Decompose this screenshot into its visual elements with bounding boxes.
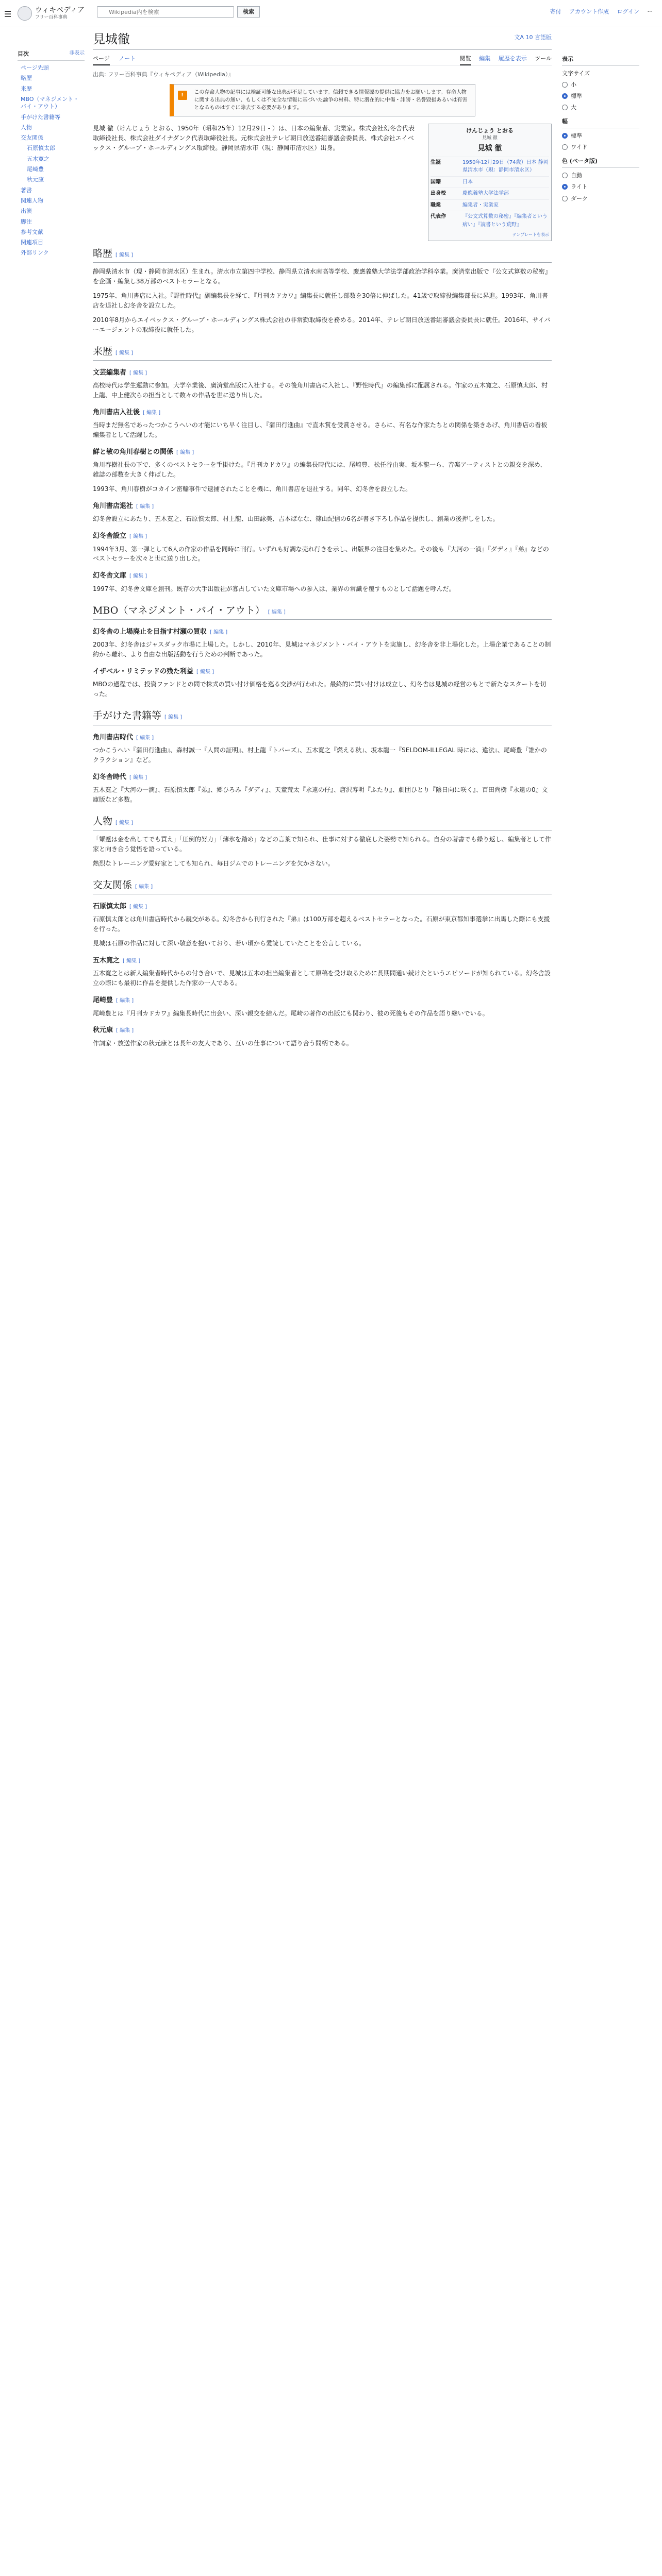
subsection-heading [93, 733, 552, 743]
edit-section-link[interactable]: [ 編集 ] [176, 450, 194, 456]
toc-list [18, 63, 85, 259]
paragraph: 当時まだ無名であったつかこうへいの才能にいち早く注目し、『蒲田行進曲』で直木賞を受賞させる。さらに、有名な作家たちとの関係を築きあげ、角川書店の看板編集者として活躍した。 [93, 421, 548, 439]
paragraph: 2010年8月からエイベックス・グループ・ホールディングス株式会社の非常勤取締役を務める。2014年、テレビ朝日放送番組審議会委員長に就任。2016年、サイバーエージェントの取締役に就任した。 [93, 316, 551, 333]
toc-item[interactable]: 参考文献 [21, 228, 43, 235]
paragraph: 尾崎豊とは『月刊カドカワ』編集長時代に出会い、深い親交を結んだ。尾崎の著作の出版にも関わり、彼の死後もその作品を語り継いでいる。 [93, 1009, 489, 1017]
width-option[interactable]: 標準 [562, 131, 639, 140]
toc-item[interactable]: 関連人物 [21, 197, 43, 204]
edit-section-link[interactable]: [ 編集 ] [135, 884, 153, 890]
heading-text: 角川書店時代 [93, 733, 134, 741]
heading-text: 人物 [93, 815, 113, 827]
toc-item[interactable]: 五木寛之 [27, 155, 49, 162]
heading-text: 幻冬舎設立 [93, 532, 127, 540]
tab-edit[interactable]: 編集 [479, 55, 491, 62]
toc-item[interactable]: 尾崎豊 [27, 166, 44, 173]
paragraph: 角川春樹社長の下で、多くのベストセラーを手掛けた。『月刊カドカワ』の編集長時代には、尾崎豊、松任谷由実、坂本龍一ら、音楽アーティストとの親交を深め、雑誌の部数を大きく伸ばした。 [93, 461, 547, 479]
heading-text: 尾崎豊 [93, 996, 113, 1005]
infobox-sub: 見城 徹 [482, 135, 498, 141]
section-heading [93, 878, 552, 894]
site-header [0, 0, 662, 26]
paragraph: 1997年、幻冬舎文庫を創刊。既存の大手出版社が寡占していた文庫市場への参入は、業界の常識を覆すものとして話題を呼んだ。 [93, 585, 455, 592]
subsection-heading [93, 408, 552, 418]
section-heading [93, 603, 552, 620]
header-links [544, 7, 653, 16]
paragraph: 熱烈なトレーニング愛好家としても知られ、毎日ジムでのトレーニングを欠かさない。 [93, 859, 334, 867]
subsection-heading [93, 956, 552, 966]
tab-talk[interactable]: ノート [119, 55, 136, 62]
paragraph: 石原慎太郎とは角川書店時代から親交がある。幻冬舎から刊行された『弟』は100万部を超えるベストセラーとなった。石原が東京都知事選挙に出馬した際にも支援を行った。 [93, 916, 550, 933]
toc-item[interactable]: 手がけた書籍等 [21, 113, 60, 121]
infobox-row [431, 157, 549, 176]
paragraph: 幻冬舎設立にあたり、五木寛之、石原慎太郎、村上龍、山田詠美、吉本ばなな、篠山紀信の6名が書き下ろし作品を提供し、創業の後押しをした。 [93, 515, 499, 523]
edit-section-link[interactable]: [ 編集 ] [129, 904, 147, 910]
edit-section-link[interactable]: [ 編集 ] [115, 252, 134, 258]
text-size-label: 文字サイズ [562, 70, 590, 77]
section-heading [93, 246, 552, 263]
page-tabs [93, 50, 552, 66]
logo-subtitle: フリー百科事典 [35, 15, 68, 20]
subsection-heading [93, 1025, 552, 1036]
paragraph: 「顰蹙は金を出してでも買え」「圧倒的努力」「薄氷を踏め」などの言葉で知られ、仕事に対する徹底した姿勢で知られる。自身の著書でも繰り返し、編集者として作家と向き合う覚悟を語っている。 [93, 836, 551, 853]
edit-section-link[interactable]: [ 編集 ] [129, 370, 147, 377]
toc-item[interactable]: 交友関係 [21, 134, 43, 142]
section-heading [93, 344, 552, 361]
paragraph: 作詞家・放送作家の秋元康とは長年の友人であり、互いの仕事について語り合う間柄である。 [93, 1039, 353, 1047]
edit-section-link[interactable]: [ 編集 ] [116, 1028, 134, 1034]
edit-section-link[interactable]: [ 編集 ] [129, 774, 147, 781]
template-link[interactable]: テンプレートを表示 [512, 232, 549, 238]
subsection-heading [93, 368, 552, 378]
edit-section-link[interactable]: [ 編集 ] [136, 504, 154, 510]
paragraph: 静岡県清水市（現・静岡市清水区）生まれ。清水市立第四中学校、静岡県立清水南高等学校、慶應義塾大学法学部政治学科卒業。廣済堂出版で『公文式算数の秘密』を企画・編集し38万部のベストセラーとなる。 [93, 268, 551, 285]
color-option[interactable]: ダーク [562, 194, 639, 203]
heading-text: 幻冬舎時代 [93, 773, 127, 781]
infobox-value: 1950年12月29日（74歳）日本 静岡県清水市（現：静岡市清水区） [462, 159, 549, 174]
toc-item[interactable]: 来歴 [21, 85, 32, 92]
toc-item[interactable]: ページ先頭 [21, 64, 49, 72]
subsection-heading [93, 995, 552, 1006]
edit-section-link[interactable]: [ 編集 ] [115, 350, 134, 356]
tab-history[interactable]: 履歴を表示 [498, 55, 527, 62]
heading-text: 手がけた書籍等 [93, 710, 162, 722]
infobox-name: 見城 徹 [477, 144, 502, 153]
subsection-heading [93, 627, 552, 637]
edit-section-link[interactable]: [ 編集 ] [123, 958, 141, 964]
heading-text: MBO（マネジメント・バイ・アウト） [93, 604, 265, 616]
from-line: 出典: フリー百科事典『ウィキペディア（Wikipedia）』 [93, 71, 234, 78]
edit-section-link[interactable]: [ 編集 ] [143, 410, 161, 416]
paragraph: 五木寛之『大河の一滴』、石原慎太郎『弟』、郷ひろみ『ダディ』、天童荒太『永遠の仔』、唐沢寿明『ふたり』、劇団ひとり『陰日向に咲く』、百田尚樹『永遠の0』文庫版など多数。 [93, 786, 548, 803]
subsection-heading [93, 447, 552, 457]
edit-section-link[interactable]: [ 編集 ] [129, 534, 147, 540]
infobox-value: 日本 [462, 179, 473, 185]
heading-text: 五木寛之 [93, 957, 120, 965]
hamburger-icon[interactable]: ☰ [4, 9, 12, 19]
infobox-reading: けんじょう とおる [466, 127, 514, 134]
notice-box [170, 84, 475, 116]
wikipedia-logo-icon[interactable] [18, 6, 32, 21]
edit-section-link[interactable]: [ 編集 ] [210, 629, 228, 635]
heading-text: イザベル・リミテッドの残た利益 [93, 668, 194, 676]
paragraph: 高校時代は学生運動に参加。大学卒業後、廣済堂出版に入社する。その後角川書店に入社し、『野性時代』の編集部に配属される。作家の五木寛之、石原慎太郎、村上龍、中上健次らの担当として数々の作品を世に送り出した。 [93, 382, 548, 399]
article-body [93, 124, 552, 1048]
toc-item[interactable]: 秋元康 [27, 176, 44, 183]
heading-text: 文芸編集者 [93, 369, 127, 377]
width-option[interactable]: ワイド [562, 143, 639, 151]
heading-text: 石原慎太郎 [93, 903, 127, 911]
color-label: 色 (ベータ版) [562, 157, 639, 168]
toc-item[interactable]: 脚注 [21, 218, 32, 225]
toc-item[interactable]: 人物 [21, 124, 32, 131]
infobox-row [431, 188, 549, 199]
subsection-heading [93, 571, 552, 581]
toc-item[interactable]: 石原慎太郎 [27, 145, 55, 152]
infobox-value: 『公文式算数の秘密』『編集者という病い』『読書という荒野』 [462, 214, 548, 228]
paragraph: 2003年、幻冬舎はジャスダック市場に上場した。しかし、2010年、見城はマネジメント・バイ・アウトを実施し、幻冬舎を非上場化した。上場企業であることの制約から離れ、より自由な出版活動を行うための判断であった。 [93, 641, 551, 658]
heading-text: 秋元康 [93, 1026, 113, 1035]
section-heading [93, 708, 552, 725]
paragraph: 見城は石原の作品に対して深い敬意を抱いており、若い頃から愛読していたことを公言している。 [93, 940, 366, 947]
tab-page[interactable]: ページ [93, 55, 110, 65]
subsection-heading [93, 531, 552, 541]
login-link[interactable]: ログイン [617, 8, 639, 15]
subsection-heading [93, 501, 552, 512]
heading-text: 幻冬舎の上場廃止を目指す村瀬の買収 [93, 628, 207, 636]
create-account-link[interactable]: アカウント作成 [569, 8, 609, 15]
edit-section-link[interactable]: [ 編集 ] [129, 573, 147, 580]
toc-item[interactable]: 著書 [21, 187, 32, 194]
text-size-option[interactable]: 小 [562, 80, 639, 89]
toc-item[interactable]: 略歴 [21, 75, 32, 82]
logo-title[interactable]: ウィキペディア [35, 6, 85, 14]
paragraph: 五木寛之とは新人編集者時代からの付き合いで、見城は五木の担当編集者として原稿を受け取るために長期間通い続けたというエピソードが知られている。幻冬舎設立の際にも最初に作品を提供した作家の一人である。 [93, 970, 551, 987]
paragraph: 1993年、角川春樹がコカイン密輸事件で逮捕されたことを機に、角川書店を退社する。同年、幻冬舎を設立した。 [93, 485, 412, 493]
toc-item[interactable]: 出演 [21, 208, 32, 215]
text-size-option[interactable]: 大 [562, 103, 639, 112]
main-content [93, 26, 552, 1053]
language-button[interactable]: 文A 10 言語版 [514, 34, 552, 41]
heading-text: 幻冬舎文庫 [93, 572, 127, 580]
paragraph: つかこうへい『蒲田行進曲』、森村誠一『人間の証明』、村上龍『トパーズ』、五木寛之『燃える秋』、坂本龍一『SELDOM-ILLEGAL 時には、違法』、尾崎豊『誰かのクラクション』など。 [93, 746, 547, 764]
edit-section-link[interactable]: [ 編集 ] [115, 820, 134, 826]
heading-text: 略歴 [93, 247, 113, 259]
appearance-panel [562, 49, 639, 206]
notice-text: この存命人物の記事には検証可能な出典が不足しています。信頼できる情報源の提供に協力をお願いします。存命人物に関する出典の無い、もしくは不完全な情報に基づいた論争の材料、特に潜在的に中傷・誹謗・名誉毀損あるいは有害となるものはすぐに除去する必要があります。 [194, 90, 468, 111]
width-label: 幅 [562, 117, 639, 128]
more-menu-icon[interactable]: ··· [647, 8, 653, 15]
toc-item[interactable]: 関連項目 [21, 239, 43, 246]
infobox [428, 124, 552, 241]
tab-tools[interactable]: ツール [535, 55, 552, 62]
section-heading [93, 814, 552, 831]
paragraph: 見城 徹（けんじょう とおる、1950年（昭和25年）12月29日 - ）は、日本の編集者、実業家。株式会社幻冬舎代表取締役社長、株式会社ダイナダンク代表取締役社長。元株式会社テレビ朝日放送番組審議会委員長、株式会社エイベックス・グループ・ホールディングス取締役。静岡県清水市（現：静岡市清水区）出身。 [93, 125, 415, 151]
search-button[interactable]: 検索 [237, 6, 260, 18]
title-row [93, 26, 552, 50]
infobox-key: 出身校 [431, 191, 446, 197]
page-title: 見城徹 [93, 32, 130, 46]
toc-sidebar [18, 49, 85, 259]
toc-hide-button[interactable]: 非表示 [69, 50, 85, 56]
tab-read[interactable]: 閲覧 [460, 55, 471, 65]
search-input[interactable] [97, 6, 234, 18]
infobox-key: 職業 [431, 202, 441, 208]
edit-section-link[interactable]: [ 編集 ] [164, 715, 183, 721]
edit-section-link[interactable]: [ 編集 ] [116, 998, 134, 1004]
heading-text: 鮮と敏の角川春樹との関係 [93, 448, 174, 456]
subsection-heading [93, 772, 552, 783]
edit-section-link[interactable]: [ 編集 ] [136, 735, 154, 741]
appearance-title: 表示 [562, 55, 639, 66]
toc-title: 目次 非表示 [18, 49, 85, 61]
infobox-key: 国籍 [431, 179, 441, 185]
infobox-key: 生誕 [431, 159, 441, 165]
text-size-option[interactable]: 標準 [562, 92, 639, 100]
subsection-heading [93, 902, 552, 912]
paragraph: MBOの過程では、投資ファンドとの間で株式の買い付け価格を巡る交渉が行われた。最終的に買い付けは成立し、幻冬舎は見城の経営のもとで新たなスタートを切った。 [93, 681, 547, 698]
donate-link[interactable]: 寄付 [550, 8, 561, 15]
toc-item[interactable]: 外部リンク [21, 249, 49, 257]
warning-icon: ! [178, 91, 187, 100]
edit-section-link[interactable]: [ 編集 ] [196, 669, 214, 675]
infobox-row [431, 199, 549, 211]
subsection-heading [93, 667, 552, 677]
infobox-key: 代表作 [431, 214, 446, 220]
color-option[interactable]: 自動 [562, 171, 639, 180]
heading-text: 角川書店入社後 [93, 409, 140, 417]
heading-text: 交友関係 [93, 879, 133, 891]
infobox-value: 編集者・実業家 [462, 202, 499, 208]
infobox-row [431, 176, 549, 188]
paragraph: 1975年、角川書店に入社。『野性時代』副編集長を経て、『月刊カドカワ』編集長に就任し部数を30倍に伸ばした。41歳で取締役編集部長に昇進。1993年、角川書店を退社し幻冬舎を設立した。 [93, 292, 549, 309]
infobox-value: 慶應義塾大学法学部 [462, 191, 509, 197]
paragraph: 1994年3月、第一弾として6人の作家の作品を同時に刊行。いずれも好調な売れ行きを示し、出版界の注目を集めた。その後も『大河の一滴』『ダディ』『弟』などのベストセラーを次々と世に送り出した。 [93, 545, 549, 563]
color-option[interactable]: ライト [562, 182, 639, 191]
toc-item[interactable]: MBO（マネジメント・バイ・アウト） [21, 95, 79, 110]
infobox-row [431, 211, 549, 230]
edit-section-link[interactable]: [ 編集 ] [268, 609, 286, 615]
heading-text: 角川書店退社 [93, 502, 134, 511]
infobox-rows [431, 157, 549, 231]
heading-text: 来歴 [93, 345, 113, 357]
